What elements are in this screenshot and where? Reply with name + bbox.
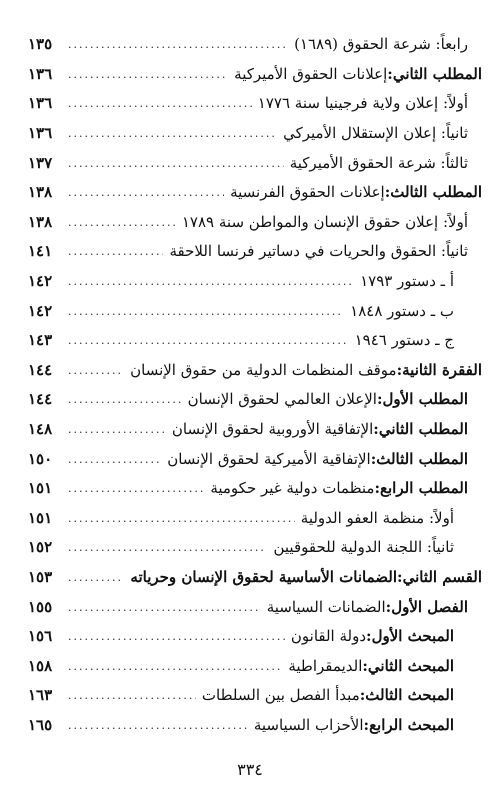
- toc-entry-title: دولة القانون: [290, 627, 367, 646]
- toc-entry-label: المطلب الثالث :: [385, 185, 482, 200]
- toc-entry-title: إعلانات الحقوق الأميركية: [234, 64, 388, 83]
- toc-entry-page: ١٤٨: [28, 420, 53, 439]
- toc-entry-title: الإتفاقية الأوروبية لحقوق الإنسان: [171, 420, 374, 439]
- toc-entry-title: الديمقراطية: [288, 656, 363, 675]
- toc-entry-page: ١٥٨: [28, 656, 53, 675]
- toc-entry-page: ١٣٧: [28, 153, 53, 172]
- toc-entry-page: ١٤٤: [28, 390, 53, 409]
- dot-leader: [68, 246, 163, 257]
- toc-entry-page: ١٤٢: [28, 272, 53, 291]
- dot-leader: [68, 424, 166, 435]
- dot-leader: [68, 572, 124, 583]
- toc-entry-page: ١٦٣: [28, 686, 53, 705]
- dot-leader: [68, 276, 354, 287]
- dot-leader: [68, 128, 277, 139]
- toc-entry: [28, 711, 482, 741]
- toc-entry: [28, 563, 482, 593]
- dot-leader: [68, 39, 288, 50]
- dot-leader: [68, 690, 196, 701]
- toc-entry: [28, 651, 482, 681]
- toc-entry-page: ١٣٦: [28, 94, 53, 113]
- toc-entry-title: أولاً: إعلان حقوق الإنسان والمواطن سنة ١٧٨٩: [181, 212, 468, 231]
- toc-entry: [28, 30, 482, 60]
- toc-entry-label: المطلب الثالث :: [371, 452, 468, 467]
- dot-leader: [68, 483, 204, 494]
- toc-entry-title: الأحزاب السياسية: [253, 715, 364, 734]
- dot-leader: [68, 158, 284, 169]
- toc-entry-title: أولاً: إعلان ولاية فرجينيا سنة ١٧٧٦: [257, 94, 468, 113]
- toc-entry-label: المبحث الرابع :: [364, 718, 454, 733]
- dot-leader: [68, 661, 282, 672]
- toc-entry-label: المطلب الرابع :: [374, 481, 468, 496]
- toc-entry: [28, 296, 482, 326]
- toc-entry-title: رابعاً: شرعة الحقوق (١٦٨٩): [294, 35, 468, 54]
- dot-leader: [68, 394, 182, 405]
- dot-leader: [68, 217, 176, 228]
- toc-entry-label: المطلب الثاني :: [387, 67, 482, 82]
- toc-entry-title: ج ـ دستور ١٩٤٦: [354, 331, 454, 350]
- toc-entry: [28, 385, 482, 415]
- toc-entry-title: ثانياً: إعلان الإستقلال الأميركي: [283, 124, 468, 143]
- toc-entry: [28, 89, 482, 119]
- dot-leader: [68, 602, 261, 613]
- toc-entry: [28, 415, 482, 445]
- toc-entry-page: ١٦٥: [28, 715, 53, 734]
- toc-entry-label: المبحث الثالث :: [360, 688, 454, 703]
- page-number: ٣٣٤: [237, 760, 263, 779]
- toc-entry-page: ١٥١: [28, 479, 53, 498]
- toc-entry-label: المطلب الأول :: [377, 392, 468, 407]
- toc-entry-page: ١٤٣: [28, 331, 53, 350]
- toc-entry-title: ثانياً: الحقوق والحريات في دساتير فرنسا اللاحقة: [169, 242, 468, 261]
- dot-leader: [68, 187, 224, 198]
- toc-entry: [28, 208, 482, 238]
- toc-entry-title: مبدأ الفصل بين السلطات: [201, 686, 360, 705]
- dot-leader: [68, 306, 344, 317]
- toc-entry-title: أ ـ دستور ١٧٩٣: [360, 272, 454, 291]
- toc-entry-page: ١٤١: [28, 242, 53, 261]
- toc-entry-title: منظمات دولية غير حكومية: [210, 479, 375, 498]
- toc-entry: [28, 681, 482, 711]
- toc-entry: [28, 60, 482, 90]
- dot-leader: [68, 69, 228, 80]
- dot-leader: [68, 335, 349, 346]
- dot-leader: [68, 454, 161, 465]
- toc-entry-title: الإعلان العالمي لحقوق الإنسان: [187, 390, 377, 409]
- toc-entry-title: الضمانات السياسية: [266, 597, 386, 616]
- toc-entry: [28, 267, 482, 297]
- dot-leader: [68, 720, 248, 731]
- toc-entry-label: المطلب الثاني :: [373, 422, 468, 437]
- toc-entry-label: المبحث الثاني :: [362, 659, 454, 674]
- toc-entry: [28, 622, 482, 652]
- toc-entry-page: ١٣٥: [28, 35, 53, 54]
- dot-leader: [68, 542, 267, 553]
- toc-entry-label: الفصل الأول :: [386, 600, 468, 615]
- toc-entry: [28, 237, 482, 267]
- dot-leader: [68, 98, 252, 109]
- toc-entry: [28, 474, 482, 504]
- toc-entry-title: الإتفاقية الأميركية لحقوق الإنسان: [167, 449, 371, 468]
- toc-entry-page: ١٥٢: [28, 538, 53, 557]
- toc-entry-label: الفقرة الثانية :: [397, 363, 482, 378]
- toc-entry-page: ١٥٠: [28, 449, 53, 468]
- toc-entry: [28, 444, 482, 474]
- toc-entry: [28, 504, 482, 534]
- toc-entry-page: ١٣٦: [28, 124, 53, 143]
- toc-entry-page: ١٤٢: [28, 301, 53, 320]
- toc-entry-title: ب ـ دستور ١٨٤٨: [350, 301, 454, 320]
- toc-entry: [28, 148, 482, 178]
- toc-entry-title: الضمانات الأساسية لحقوق الإنسان وحرياته: [130, 567, 398, 586]
- toc-entry-page: ١٥١: [28, 508, 53, 527]
- toc-entry-page: ١٥٦: [28, 627, 53, 646]
- toc-entry-title: ثانياً: اللجنة الدولية للحقوقيين: [273, 538, 454, 557]
- toc-entry-label: القسم الثاني :: [397, 570, 482, 585]
- dot-leader: [68, 513, 295, 524]
- toc-entry-page: ١٤٤: [28, 360, 53, 379]
- dot-leader: [68, 365, 124, 376]
- toc-entry: [28, 356, 482, 386]
- table-of-contents: [28, 30, 482, 740]
- toc-entry-label: المبحث الأول :: [366, 629, 454, 644]
- toc-entry: [28, 533, 482, 563]
- toc-entry: [28, 326, 482, 356]
- toc-entry-title: أولاً: منظمة العفو الدولية: [300, 508, 454, 527]
- toc-entry-page: ١٣٨: [28, 183, 53, 202]
- toc-entry: [28, 178, 482, 208]
- toc-entry-title: ثالثاً: شرعة الحقوق الأميركية: [289, 153, 468, 172]
- dot-leader: [68, 631, 285, 642]
- toc-entry-page: ١٥٣: [28, 567, 53, 586]
- toc-entry-title: موقف المنظمات الدولية من حقوق الإنسان: [130, 360, 397, 379]
- toc-entry-page: ١٣٨: [28, 212, 53, 231]
- toc-entry-page: ١٣٦: [28, 64, 53, 83]
- toc-entry-page: ١٥٥: [28, 597, 53, 616]
- toc-entry-title: إعلانات الحقوق الفرنسية: [230, 183, 385, 202]
- toc-entry: [28, 592, 482, 622]
- toc-entry: [28, 119, 482, 149]
